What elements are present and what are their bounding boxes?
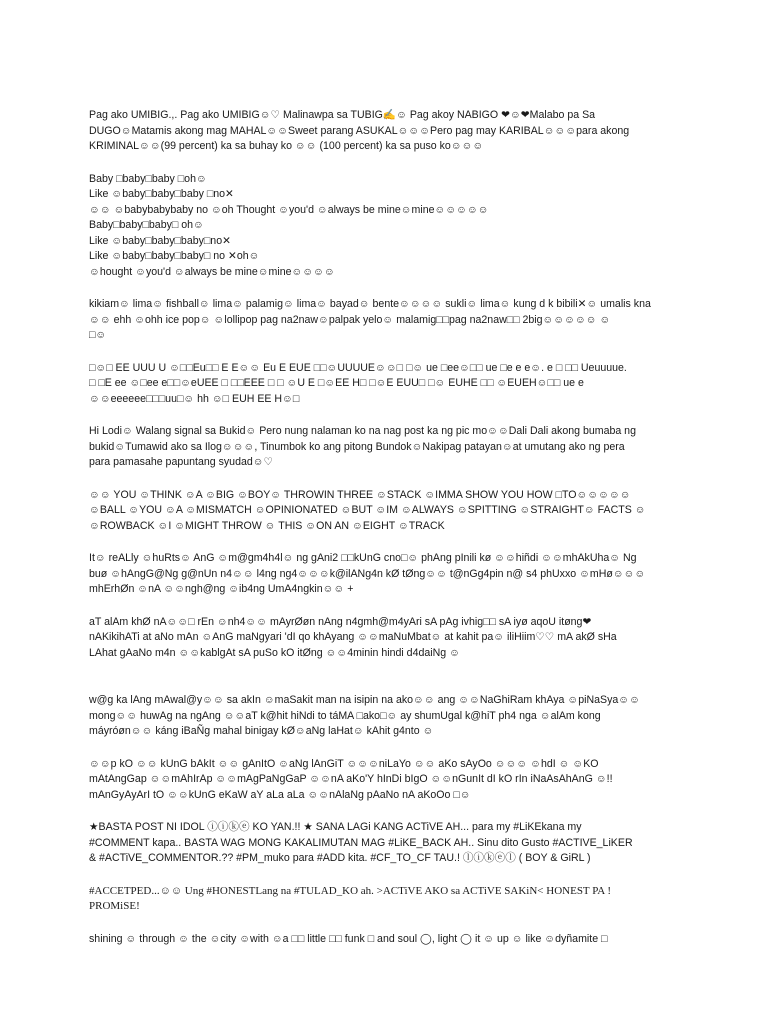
text-line: bukid☺Tumawid ako sa Ilog☺☺☺, Tinumbok ko ang pitong Bundok☺Nakipag patayan☺at umutang ako ng pera — [89, 440, 625, 453]
paragraph-it-really — [89, 551, 679, 598]
text-line: LAhat gAaNo m4n ☺☺kablgAt sA puSo kO itØng ☺☺4minin hindi d4daiNg ☺ — [89, 646, 460, 659]
text-line: PROMiSE! — [89, 900, 140, 912]
text-line: nAKikihATi at aNo mAn ☺AnG maNgyari 'dI qo khAyang ☺☺maNuMbat☺ at kahit pa☺ iliHiim♡♡ mA akØ sHa — [89, 631, 617, 643]
text-line: KRIMINAL☺☺(99 percent) ka sa buhay ko ☺☺ (100 percent) ka sa puso ko☺☺☺ — [89, 140, 484, 152]
text-line: ☺☺ ehh ☺ohh ice pop☺ ☺lollipop pag na2naw☺palpak yelo☺ malamig□□pag na2naw□□ 2big☺☺☺☺☺ ☺ — [89, 313, 611, 326]
paragraph-accetped — [89, 884, 679, 915]
text-line: DUGO☺Matamis akong mag MAHAL☺☺Sweet parang ASUKAL☺☺☺Pero pag may KARIBAL☺☺☺para akong — [89, 124, 630, 137]
text-line: ☺ROWBACK ☺I ☺MIGHT THROW ☺ THIS ☺ON AN ☺EIGHT ☺TRACK — [89, 519, 445, 532]
paragraph-ee-uuu — [89, 361, 679, 408]
text-line: ☺☺ ☺babybabybaby no ☺oh Thought ☺you'd ☺always be mine☺mine☺☺☺☺☺ — [89, 203, 489, 216]
text-line: ☺☺p kO ☺☺ kUnG bAkIt ☺☺ gAnItO ☺aNg lAnGiT ☺☺☺niLaYo ☺☺ aKo sAyOo ☺☺☺ ☺hdI ☺ ☺KO — [89, 757, 599, 770]
text-line: máyróøn☺☺ káng iBaÑg mahal binigay kØ☺aNg laHat☺ kAhit g4nto ☺ — [89, 725, 434, 737]
text-line: Baby □baby□baby □oh☺ — [89, 172, 207, 185]
text-line: It☺ reALly ☺huRts☺ AnG ☺m@gm4h4l☺ ng gAni2 □□kUnG cno□☺ phAng pInili kø ☺☺hiñdi ☺☺mhAkUha☺ Ng — [89, 552, 637, 564]
text-line: ★BASTA POST NI IDOL ⓘⓘⓚⓔ KO YAN.!! ★ SANA LAGi KANG ACTiVE AH... para my #LiKEkana my — [89, 821, 582, 833]
text-line: □☺□ EE UUU U ☺□□Eu□□ E E☺☺ Eu E EUE □□☺UUUUE☺☺□ □☺ ue □ee☺□□ ue □e e e☺. e □ □□ Ueuuuue. — [89, 361, 627, 374]
text-line: aT alAm khØ nA☺☺□ rEn ☺nh4☺☺ mAyrØøn nAng n4gmh@m4yAri sA pAg ivhig□□ sA iyø aqoU itøng❤ — [89, 615, 592, 628]
text-line: para pamasahe papuntang syudad☺♡ — [89, 456, 274, 468]
text-line: ☺BALL ☺YOU ☺A ☺MISMATCH ☺OPINIONATED ☺BUT ☺IM ☺ALWAYS ☺SPITTING ☺STRAIGHT☺ FACTS ☺ — [89, 504, 646, 516]
text-line: □☺ — [89, 329, 107, 341]
text-line: Pag ako UMIBIG.,. Pag ako UMIBIG☺♡ Malinawpa sa TUBIG✍☺ Pag akoy NABIGO ❤☺❤Malabo pa Sa — [89, 109, 596, 121]
text-line: ☺hought ☺you'd ☺always be mine☺mine☺☺☺☺ — [89, 265, 335, 278]
text-line: Like ☺baby□baby□baby □no✕ — [89, 188, 234, 200]
paragraph-wag-kalang — [89, 693, 679, 740]
paragraph-kung-balik — [89, 757, 679, 804]
text-line: mong☺☺ huwAg na ngAng ☺☺aT k@hit hiNdi to táMA □ako□☺ ay shumUgal k@hiT ph4 nga ☺alAm kong — [89, 709, 601, 722]
text-line: buø ☺hAngG@Ng g@nUn n4☺☺ l4ng ng4☺☺☺k@ilANg4n kØ tØng☺☺ t@nGg4pin n@ s4 phUxxo ☺mHø☺☺☺ — [89, 567, 646, 580]
text-line: ☺☺ YOU ☺THINK ☺A ☺BIG ☺BOY☺ THROWIN THREE ☺STACK ☺IMMA SHOW YOU HOW □TO☺☺☺☺☺ — [89, 488, 631, 501]
text-line: #ACCETPED...☺☺ Ung #HONESTLang na #TULAD_KO ah. >ACTiVE AKO sa ACTiVE SAKiN< HONEST PA ! — [89, 884, 612, 897]
paragraph-shining — [89, 932, 679, 948]
text-line: mhErhØn ☺nA ☺☺ngh@ng ☺ib4ng UmA4ngkin☺☺ + — [89, 583, 354, 595]
paragraph-umibig — [89, 108, 679, 155]
paragraph-lodi — [89, 424, 679, 471]
text-line: & #ACTiVE_COMMENTOR.?? #PM_muko para #ADD kita. #CF_TO_CF TAU.! ⓛⓘⓚⓔⓛ ( BOY & GiRL ) — [89, 852, 591, 864]
text-line: w@g ka lAng mAwal@y☺☺ sa akIn ☺maSakit man na isipin na ako☺☺ ang ☺☺NaGhiRam khAya ☺piNaSya☺☺ — [89, 694, 640, 706]
text-line: shining ☺ through ☺ the ☺city ☺with ☺a □□ little □□ funk □ and soul ◯, light ◯ it ☺ up ☺ like ☺dyñamite □ — [89, 932, 608, 945]
text-line: □ □E ee ☺□ee e□□☺eUEE □ □□EEE □ □ ☺U E □☺EE H□ □☺E EUU□ □☺ EUHE □□ ☺EUEH☺□□ ue e — [89, 377, 584, 389]
paragraph-alam — [89, 615, 679, 662]
text-line: kikiam☺ lima☺ fishball☺ lima☺ palamig☺ lima☺ bayad☺ bente☺☺☺☺ sukli☺ lima☺ kung d k bibili✕☺ umalis kna — [89, 298, 651, 310]
text-line: mAtAngGap ☺☺mAhIrAp ☺☺mAgPaNgGaP ☺☺nA aKo'Y hInDi bIgO ☺☺nGunIt dI kO rIn iNaAsAhAnG ☺!! — [89, 773, 613, 785]
paragraph-basta-post — [89, 820, 679, 867]
text-line: mAnGyAyArI tO ☺☺kUnG eKaW aY aLa aLa ☺☺nAlaNg pAaNo nA aKoOo □☺ — [89, 788, 471, 801]
paragraph-think-big — [89, 488, 679, 535]
text-line: Like ☺baby□baby□baby□ no ✕oh☺ — [89, 250, 260, 262]
text-line: Baby□baby□baby□ oh☺ — [89, 219, 204, 231]
paragraph-baby — [89, 172, 679, 281]
document-body — [89, 108, 679, 964]
text-line: ☺☺eeeeee□□□uu□☺ hh ☺□ EUH EE H☺□ — [89, 392, 300, 405]
paragraph-kikiam — [89, 297, 679, 344]
text-line: Like ☺baby□baby□baby□no✕ — [89, 234, 231, 247]
text-line: #COMMENT kapa.. BASTA WAG MONG KAKALIMUTAN MAG #LiKE_BACK AH.. Sinu dito Gusto #ACTIVE_LiKER — [89, 836, 633, 849]
text-line: Hi Lodi☺ Walang signal sa Bukid☺ Pero nung nalaman ko na nag post ka ng pic mo☺☺Dali Dali akong bumaba ng — [89, 425, 636, 437]
